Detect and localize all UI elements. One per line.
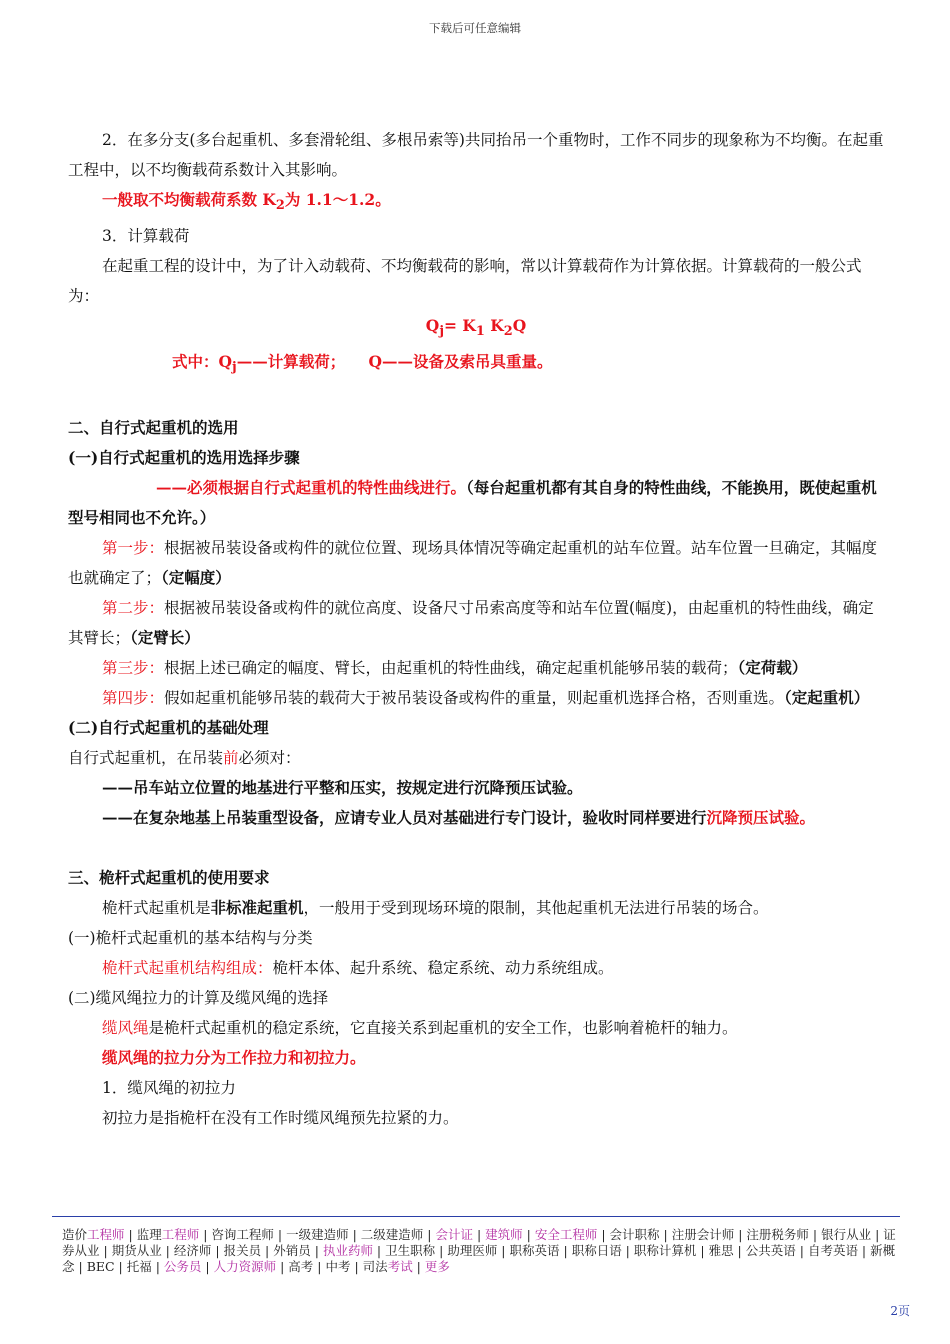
footer-separator: | bbox=[795, 1243, 808, 1258]
footer-link[interactable] bbox=[435, 1227, 473, 1242]
footer-link[interactable] bbox=[746, 1227, 809, 1242]
footer-link[interactable] bbox=[87, 1259, 115, 1274]
footer-separator: | bbox=[114, 1259, 127, 1274]
footer-link-highlight: 公务员 bbox=[163, 1259, 202, 1274]
footer-link-text: 一级建造师 bbox=[286, 1227, 349, 1242]
heading-section-3-1: (一)桅杆式起重机的基本结构与分类 bbox=[68, 929, 313, 948]
footer-separator: | bbox=[124, 1227, 137, 1242]
footer-link[interactable] bbox=[323, 1243, 373, 1258]
footer-link-text: 卫生职称 bbox=[385, 1243, 436, 1258]
footer-link-text: 自考英语 bbox=[807, 1243, 858, 1258]
footer-link-text: 外销员 bbox=[273, 1243, 311, 1258]
footer-link-highlight: 工程师 bbox=[87, 1227, 125, 1242]
footer-separator: | bbox=[522, 1227, 535, 1242]
footer-link[interactable] bbox=[485, 1227, 523, 1242]
footer-separator: | bbox=[808, 1227, 822, 1242]
heading-section-3-2: (二)缆风绳拉力的计算及缆风绳的选择 bbox=[68, 989, 329, 1008]
document-body bbox=[68, 125, 884, 1133]
footer-separator: | bbox=[199, 1227, 212, 1242]
footer-link-highlight: 考试 bbox=[387, 1259, 413, 1274]
footer-link-text: BEC bbox=[86, 1259, 115, 1274]
footer-separator: | bbox=[734, 1227, 747, 1242]
footer-link-text: 助理医师 bbox=[447, 1243, 498, 1258]
footer-separator: | bbox=[597, 1227, 610, 1242]
footer-link[interactable] bbox=[273, 1243, 311, 1258]
footer-link-text: 监理 bbox=[136, 1227, 162, 1242]
footer-link[interactable] bbox=[214, 1259, 277, 1274]
footer-link-text: 职称英语 bbox=[509, 1243, 560, 1258]
step-3: 第三步：根据上述已确定的幅度、臂长，由起重机的特性曲线，确定起重机能够吊装的载荷；（定荷载） bbox=[102, 658, 808, 678]
footer-link-text: 期货从业 bbox=[111, 1243, 162, 1258]
footer-separator: | bbox=[871, 1227, 884, 1242]
footer-link[interactable] bbox=[746, 1243, 796, 1258]
footer-link-highlight: 会计证 bbox=[435, 1227, 473, 1242]
footer-separator: | bbox=[559, 1243, 572, 1258]
footer-link-text: 会计职称 bbox=[609, 1227, 660, 1242]
footer-link-text: 新概念 bbox=[62, 1243, 896, 1274]
footer-link[interactable] bbox=[572, 1243, 622, 1258]
footer-separator: | bbox=[733, 1243, 746, 1258]
subheading-initial-tension: 1．缆风绳的初拉力 bbox=[102, 1079, 236, 1098]
paragraph-initial-tension: 初拉力是指桅杆在没有工作时缆风绳预先拉紧的力。 bbox=[102, 1109, 459, 1128]
footer-separator: | bbox=[497, 1243, 510, 1258]
footer-separator: | bbox=[412, 1259, 425, 1274]
footer-link[interactable] bbox=[808, 1243, 858, 1258]
footer-link-text: 中考 bbox=[325, 1259, 351, 1274]
footer-link-highlight: 建筑师 bbox=[485, 1227, 523, 1242]
paragraph-mast-crane: 桅杆式起重机是非标准起重机，一般用于受到现场环境的限制，其他起重机无法进行吊装的场合。 bbox=[102, 898, 769, 918]
footer-separator: | bbox=[261, 1243, 274, 1258]
foundation-item-1: ——吊车站立位置的地基进行平整和压实，按规定进行沉降预压试验。 bbox=[102, 778, 583, 798]
footer-separator: | bbox=[273, 1227, 287, 1242]
footer-link-text: 咨询工程师 bbox=[211, 1227, 274, 1242]
footer-separator: | bbox=[313, 1259, 326, 1274]
footer-link-text: 公共英语 bbox=[745, 1243, 796, 1258]
footer-separator: | bbox=[310, 1243, 323, 1258]
footer-link[interactable] bbox=[361, 1227, 424, 1242]
paragraph-unbalance: 2．在多分支(多台起重机、多套滑轮组、多根吊索等)共同抬吊一个重物时，工作不同步的现象称为不均衡。在起重工程中，以不均衡载荷系数计入其影响。 bbox=[68, 131, 884, 179]
footer-separator: | bbox=[423, 1227, 436, 1242]
footer-separator: | bbox=[621, 1243, 634, 1258]
footer-link[interactable] bbox=[447, 1243, 497, 1258]
heading-section-2: 二、自行式起重机的选用 bbox=[68, 418, 239, 438]
footer-link[interactable] bbox=[510, 1243, 560, 1258]
footer-link[interactable] bbox=[164, 1259, 202, 1274]
footer-separator: | bbox=[151, 1259, 164, 1274]
footer-link[interactable] bbox=[425, 1259, 450, 1274]
paragraph-calc-load: 在起重工程的设计中，为了计入动载荷、不均衡载荷的影响，常以计算载荷作为计算依据。计算载荷的一般公式为： bbox=[68, 257, 862, 306]
spacer bbox=[68, 833, 884, 863]
paragraph-unbalance-coefficient: 一般取不均衡载荷系数 $K_2$为 1.1～1.2。 bbox=[102, 190, 391, 214]
footer-link-text: 高考 bbox=[288, 1259, 314, 1274]
footer-link-text: 职称计算机 bbox=[633, 1243, 697, 1258]
footer-separator: | bbox=[201, 1259, 214, 1274]
footer-separator: | bbox=[161, 1243, 174, 1258]
footer-link-text: 银行从业 bbox=[821, 1227, 872, 1242]
paragraph-mast-structure: 桅杆式起重机结构组成：桅杆本体、起升系统、稳定系统、动力系统组成。 bbox=[102, 959, 614, 978]
heading-section-2-2: (二)自行式起重机的基础处理 bbox=[68, 718, 269, 738]
step-4: 第四步：假如起重机能够吊装的载荷大于被吊装设备或构件的重量，则起重机选择合格，否则重选。（定起重机） bbox=[102, 688, 870, 708]
footer-link-text: 二级建造师 bbox=[360, 1227, 424, 1242]
footer-link-text: 雅思 bbox=[708, 1243, 734, 1258]
footer-link-text: 经济师 bbox=[173, 1243, 212, 1258]
footer-link[interactable] bbox=[127, 1259, 152, 1274]
footer-link-text: 报关员 bbox=[223, 1243, 262, 1258]
footer-link[interactable] bbox=[211, 1227, 274, 1242]
footer-link[interactable] bbox=[137, 1227, 200, 1242]
footer-separator: | bbox=[99, 1243, 112, 1258]
footer-link-highlight: 人力资源师 bbox=[213, 1259, 277, 1274]
step-1: 第一步：根据被吊装设备或构件的就位位置、现场具体情况等确定起重机的站车位置。站车位置一旦确定，其幅度也就确定了；（定幅度） bbox=[68, 539, 878, 588]
footer-links bbox=[52, 1216, 900, 1275]
footer-link[interactable] bbox=[709, 1243, 734, 1258]
footer-link-highlight: 执业药师 bbox=[322, 1243, 373, 1258]
footer-link[interactable] bbox=[672, 1227, 735, 1242]
rule-characteristic-curve: ——必须根据自行式起重机的特性曲线进行。（每台起重机都有其自身的特性曲线，不能换用，既使起重机型号相同也不允许。） bbox=[68, 478, 877, 528]
footer-link[interactable] bbox=[286, 1227, 349, 1242]
page-header: 下载后可任意编辑 bbox=[429, 21, 521, 35]
footer-link[interactable] bbox=[535, 1227, 598, 1242]
spacer bbox=[68, 383, 884, 413]
heading-section-3: 三、桅杆式起重机的使用要求 bbox=[68, 868, 270, 888]
footer-link[interactable] bbox=[112, 1243, 162, 1258]
footer-link-highlight: 工程师 bbox=[161, 1227, 200, 1242]
footer-separator: | bbox=[696, 1243, 709, 1258]
step-2: 第二步：根据被吊装设备或构件的就位高度、设备尺寸吊索高度等和站车位置(幅度)，由起重机的特性曲线，确定其臂长；（定臂长） bbox=[68, 599, 874, 648]
page-number: 2页 bbox=[890, 1304, 910, 1318]
footer-link-highlight: 更多 bbox=[424, 1259, 450, 1274]
heading-section-2-1: (一)自行式起重机的选用选择步骤 bbox=[68, 448, 300, 468]
footer-link[interactable] bbox=[610, 1227, 660, 1242]
footer-separator: | bbox=[372, 1243, 386, 1258]
footer-separator: | bbox=[74, 1259, 87, 1274]
formula-legend: 式中：$Q_j——$计算载荷； Q——设备及索吊具重量。 bbox=[172, 352, 553, 376]
footer-separator: | bbox=[659, 1227, 672, 1242]
footer-separator: | bbox=[435, 1243, 448, 1258]
footer-link-text: 注册税务师 bbox=[746, 1227, 809, 1242]
footer-separator: | bbox=[211, 1243, 224, 1258]
footer-separator: | bbox=[857, 1243, 871, 1258]
footer-separator: | bbox=[276, 1259, 289, 1274]
formula-calc-load: $Q_j= K_1$ $K_2Q$ bbox=[425, 316, 527, 340]
footer-link[interactable] bbox=[288, 1259, 313, 1274]
footer-separator: | bbox=[350, 1259, 363, 1274]
footer-link[interactable] bbox=[174, 1243, 212, 1258]
paragraph-guy-rope: 缆风绳是桅杆式起重机的稳定系统，它直接关系到起重机的安全工作，也影响着桅杆的轴力。 bbox=[102, 1019, 738, 1038]
footer-link[interactable] bbox=[385, 1243, 435, 1258]
footer-link-text: 证券从业 bbox=[62, 1227, 896, 1258]
footer-link[interactable] bbox=[634, 1243, 697, 1258]
footer-link-text: 职称日语 bbox=[571, 1243, 622, 1258]
footer-link[interactable] bbox=[363, 1259, 413, 1274]
footer-link-text: 司法 bbox=[362, 1259, 388, 1274]
paragraph-foundation: 自行式起重机，在吊装前必须对： bbox=[68, 749, 301, 768]
footer-separator: | bbox=[472, 1227, 486, 1242]
footer-link[interactable] bbox=[62, 1227, 125, 1242]
footer-link[interactable] bbox=[821, 1227, 871, 1242]
footer-link[interactable] bbox=[325, 1259, 350, 1274]
footer-separator: | bbox=[348, 1227, 361, 1242]
paragraph-guy-rope-tension: 缆风绳的拉力分为工作拉力和初拉力。 bbox=[102, 1048, 366, 1068]
foundation-item-2: ——在复杂地基上吊装重型设备，应请专业人员对基础进行专门设计，验收时同样要进行沉降预压试验。 bbox=[102, 808, 816, 828]
footer-link-highlight: 安全工程师 bbox=[534, 1227, 598, 1242]
subheading-calc-load: 3．计算载荷 bbox=[102, 227, 190, 246]
footer-link-text: 注册会计师 bbox=[671, 1227, 735, 1242]
footer-link[interactable] bbox=[224, 1243, 262, 1258]
footer-link-text: 造价 bbox=[62, 1227, 88, 1242]
footer-link-text: 托福 bbox=[126, 1259, 152, 1274]
